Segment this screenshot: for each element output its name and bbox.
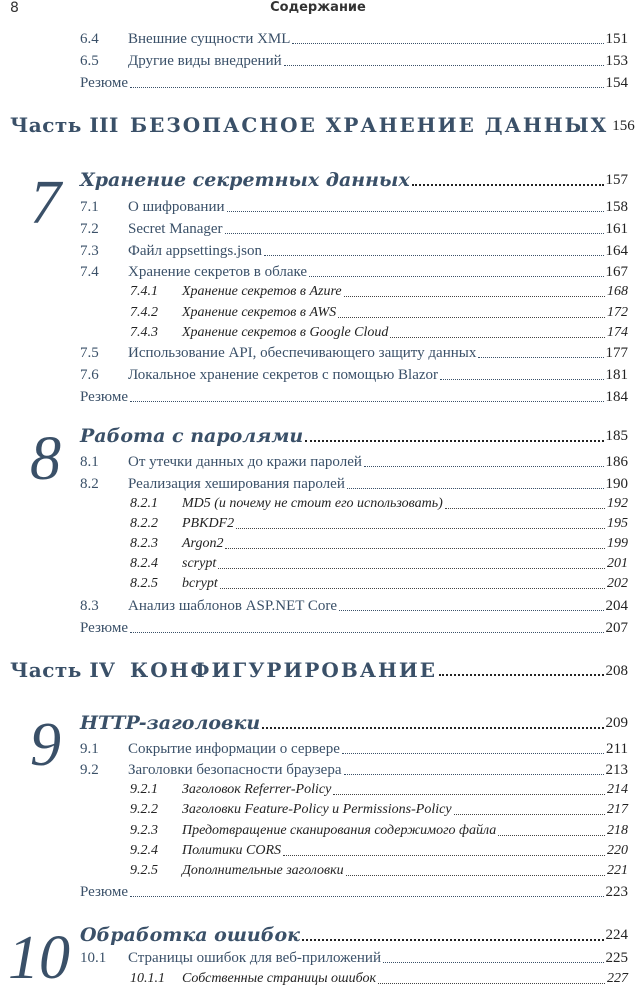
page-ref: 199 [607, 536, 628, 551]
toc-entry[interactable] [130, 322, 628, 342]
toc-entry[interactable] [130, 513, 628, 533]
dot-leader [378, 983, 605, 984]
chapter-number: 8 [30, 425, 61, 493]
dot-leader [236, 528, 605, 529]
dot-leader [130, 896, 603, 897]
chapter-number: 10 [8, 924, 70, 992]
page-ref: 172 [607, 305, 628, 320]
section-title: Secret Manager [128, 221, 223, 237]
page-ref: 154 [605, 75, 628, 91]
toc-entry[interactable] [80, 240, 628, 260]
summary-entry[interactable] [80, 881, 628, 901]
dot-leader [454, 814, 605, 815]
toc-entry[interactable] [130, 302, 628, 322]
dot-leader [383, 962, 604, 963]
chapter-title: HTTP-заголовки [80, 712, 261, 734]
section-number: 7.1 [80, 199, 99, 215]
toc-entry[interactable] [130, 968, 628, 988]
section-title: Хранение секретов в Azure [182, 284, 342, 299]
part-label: Часть IV [10, 658, 116, 682]
page-ref: 195 [607, 516, 628, 531]
page-ref: 153 [605, 53, 628, 69]
dot-leader [225, 548, 605, 549]
section-title: Хранение секретов в AWS [182, 305, 337, 320]
toc-entry[interactable] [130, 533, 628, 553]
dot-leader [440, 379, 603, 380]
page-title: Содержание [270, 0, 366, 15]
section-title: bcrypt [182, 576, 218, 591]
summary-entry[interactable] [80, 386, 628, 406]
part-title: КОНФИГУРИРОВАНИЕ [130, 658, 438, 682]
toc-entry[interactable] [80, 738, 628, 758]
page-ref: 174 [607, 325, 628, 340]
section-number: 8.1 [80, 454, 99, 470]
toc-entry[interactable] [130, 573, 628, 593]
section-number: 7.4.1 [130, 284, 158, 299]
chapter-title: Работа с паролями [80, 425, 304, 447]
section-number: 8.2.1 [130, 496, 158, 511]
section-title: Заголовки безопасности браузера [128, 762, 342, 778]
page-number: 8 [10, 0, 19, 16]
page-ref: 202 [607, 576, 628, 591]
section-number: 9.2.3 [130, 823, 158, 838]
toc-entry[interactable] [80, 28, 628, 48]
section-title: Резюме [80, 884, 129, 900]
chapter-number: 9 [30, 711, 61, 779]
dot-leader [333, 794, 605, 795]
page-ref: 156 [612, 118, 635, 134]
section-number: 8.2 [80, 476, 99, 492]
section-title: О шифровании [128, 199, 225, 215]
toc-entry[interactable] [130, 779, 628, 799]
dot-leader [283, 855, 605, 856]
section-number: 8.2.3 [130, 536, 158, 551]
summary-entry[interactable] [80, 617, 628, 637]
section-number: 10.1.1 [130, 971, 165, 986]
section-title: Резюме [80, 389, 129, 405]
toc-entry[interactable] [130, 860, 628, 880]
page-ref: 192 [607, 496, 628, 511]
page-ref: 213 [605, 762, 628, 778]
section-number: 9.2.1 [130, 782, 158, 797]
page-ref: 164 [605, 243, 628, 259]
page-ref: 225 [605, 950, 628, 966]
section-title: От утечки данных до кражи паролей [128, 454, 362, 470]
section-number: 9.2.2 [130, 802, 158, 817]
section-number: 9.2.4 [130, 843, 158, 858]
toc-entry[interactable] [80, 364, 628, 384]
chapter-heading[interactable] [80, 708, 628, 734]
page-ref: 207 [605, 620, 628, 636]
section-title: scrypt [182, 556, 217, 571]
dot-leader [344, 774, 604, 775]
dot-leader [227, 211, 604, 212]
toc-entry[interactable] [130, 493, 628, 513]
page-ref: 208 [605, 663, 628, 679]
toc-entry[interactable] [130, 799, 628, 819]
page-ref: 211 [606, 741, 628, 757]
section-number: 7.4.2 [130, 305, 158, 320]
page-header [0, 0, 636, 16]
dot-leader [309, 276, 603, 277]
dot-leader [339, 610, 603, 611]
page-ref: 167 [605, 264, 628, 280]
page-ref: 218 [607, 823, 628, 838]
section-title: Файл appsettings.json [128, 243, 263, 259]
toc-entry[interactable] [80, 218, 628, 238]
section-title: Заголовки Feature-Policy и Permissions-Policy [182, 802, 452, 817]
section-number: 9.2 [80, 762, 99, 778]
section-number: 8.2.4 [130, 556, 158, 571]
part-label: Часть III [10, 113, 119, 137]
page-ref: 185 [605, 428, 628, 444]
section-title: Реализация хеширования паролей [128, 476, 345, 492]
chapter-heading[interactable] [80, 421, 628, 447]
dot-leader [292, 43, 603, 44]
page-ref: 184 [605, 389, 628, 405]
section-title: Дополнительные заголовки [182, 863, 344, 878]
dot-leader [218, 568, 605, 569]
section-title: Хранение секретов в Google Cloud [182, 325, 389, 340]
chapter-heading[interactable] [80, 920, 628, 946]
page-ref: 214 [607, 782, 628, 797]
summary-entry[interactable] [80, 72, 628, 92]
section-title: Использование API, обеспечивающего защиту данных [128, 345, 477, 361]
section-title: Резюме [80, 620, 129, 636]
page-ref: 201 [607, 556, 628, 571]
section-title: Политики CORS [182, 843, 282, 858]
page-ref: 186 [605, 454, 628, 470]
dot-leader [338, 317, 605, 318]
dot-leader [342, 753, 604, 754]
page-ref: 204 [605, 598, 628, 614]
page-ref: 227 [607, 971, 628, 986]
section-title: Анализ шаблонов ASP.NET Core [128, 598, 338, 614]
part-title: БЕЗОПАСНОЕ ХРАНЕНИЕ ДАННЫХ [130, 113, 609, 137]
toc-entry[interactable] [80, 196, 628, 216]
dot-leader [284, 65, 604, 66]
section-number: 7.2 [80, 221, 99, 237]
page-ref: 220 [607, 843, 628, 858]
toc-entry[interactable] [130, 281, 628, 301]
section-title: Сокрытие информации о сервере [128, 741, 340, 757]
toc-entry[interactable] [80, 759, 628, 779]
dot-leader [220, 588, 605, 589]
page-ref: 151 [605, 31, 628, 47]
toc-entry[interactable] [80, 50, 628, 70]
section-title: Другие виды внедрений [128, 53, 282, 69]
dot-leader [305, 440, 603, 442]
section-title: Собственные страницы ошибок [182, 971, 377, 986]
dot-leader [302, 939, 604, 941]
section-number: 7.3 [80, 243, 99, 259]
page-ref: 158 [605, 199, 628, 215]
page-ref: 190 [605, 476, 628, 492]
section-number: 8.2.2 [130, 516, 158, 531]
section-title: Внешние сущности XML [128, 31, 291, 47]
toc-entry[interactable] [80, 947, 628, 967]
dot-leader [498, 835, 605, 836]
dot-leader [390, 337, 605, 338]
dot-leader [130, 401, 603, 402]
dot-leader [478, 357, 603, 358]
section-title: Заголовок Referrer-Policy [182, 782, 332, 797]
toc-entry[interactable] [80, 595, 628, 615]
toc-entry[interactable] [80, 473, 628, 493]
page-ref: 223 [605, 884, 628, 900]
page-ref: 181 [605, 367, 628, 383]
section-number: 6.5 [80, 53, 99, 69]
toc-entry[interactable] [80, 342, 628, 362]
dot-leader [264, 255, 603, 256]
dot-leader [364, 466, 604, 467]
section-title: Страницы ошибок для веб-приложений [128, 950, 381, 966]
dot-leader [225, 233, 604, 234]
toc-entry[interactable] [80, 451, 628, 471]
page-ref: 157 [605, 172, 628, 188]
page-ref: 177 [605, 345, 628, 361]
section-number: 9.1 [80, 741, 99, 757]
section-number: 7.5 [80, 345, 99, 361]
page-ref: 224 [605, 927, 628, 943]
toc-entry[interactable] [130, 840, 628, 860]
dot-leader [130, 632, 603, 633]
toc-entry[interactable] [130, 553, 628, 573]
section-title: Резюме [80, 75, 129, 91]
section-title: Локальное хранение секретов с помощью Blazor [128, 367, 439, 383]
toc-entry[interactable] [80, 261, 628, 281]
page-ref: 217 [607, 802, 628, 817]
section-number: 7.6 [80, 367, 99, 383]
section-number: 10.1 [80, 950, 107, 966]
dot-leader [445, 508, 605, 509]
section-title: PBKDF2 [182, 516, 235, 531]
page-ref: 221 [607, 863, 628, 878]
section-title: Хранение секретов в облаке [128, 264, 308, 280]
dot-leader [344, 296, 605, 297]
section-number: 8.3 [80, 598, 99, 614]
section-title: Argon2 [182, 536, 224, 551]
dot-leader [412, 184, 604, 186]
page-ref: 168 [607, 284, 628, 299]
dot-leader [347, 488, 604, 489]
chapter-title: Обработка ошибок [80, 924, 300, 946]
dot-leader [439, 674, 603, 676]
section-number: 9.2.5 [130, 863, 158, 878]
part-heading[interactable] [10, 109, 635, 137]
chapter-heading[interactable] [80, 165, 628, 191]
section-number: 8.2.5 [130, 576, 158, 591]
section-title: Предотвращение сканирования содержимого файла [182, 823, 497, 838]
chapter-title: Хранение секретных данных [80, 169, 410, 191]
dot-leader [130, 87, 603, 88]
dot-leader [262, 727, 603, 729]
page-ref: 209 [605, 715, 628, 731]
toc-entry[interactable] [130, 820, 628, 840]
page-ref: 161 [605, 221, 628, 237]
section-number: 7.4.3 [130, 325, 158, 340]
section-title: MD5 (и почему не стоит его использовать) [182, 496, 443, 511]
part-heading[interactable] [10, 654, 628, 682]
section-number: 6.4 [80, 31, 99, 47]
dot-leader [346, 875, 605, 876]
section-number: 7.4 [80, 264, 99, 280]
chapter-number: 7 [30, 169, 61, 237]
